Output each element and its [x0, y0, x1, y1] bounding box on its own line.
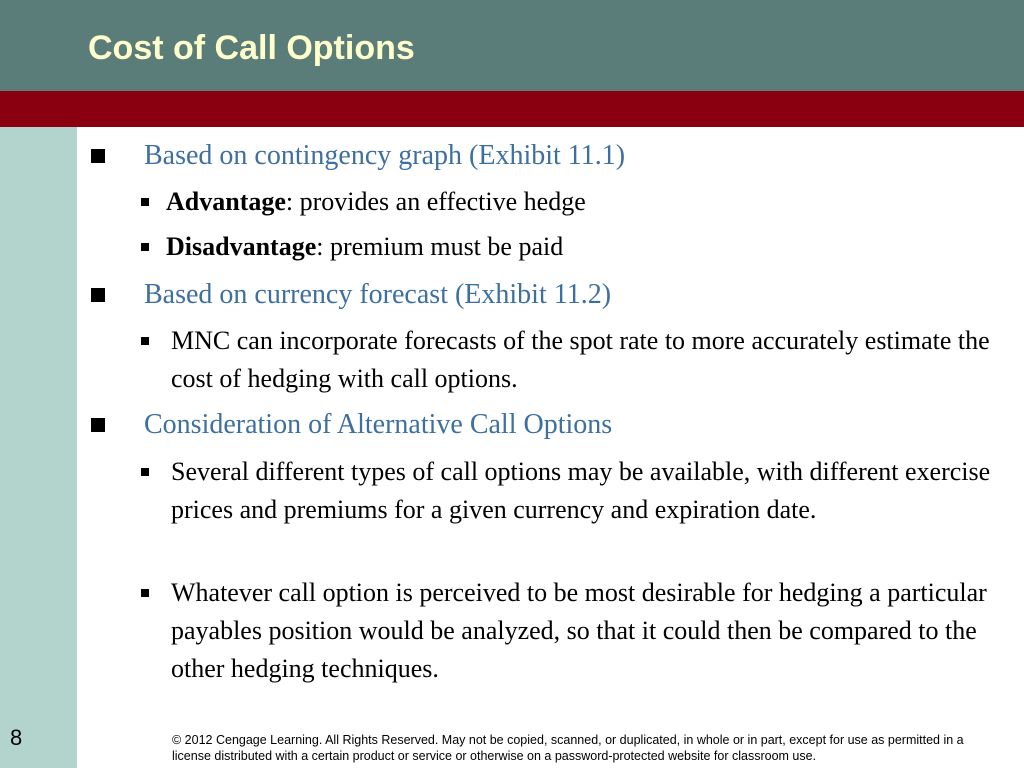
sub-bullet-forecast-detail: MNC can incorporate forecasts of the spot rate to more accurately estimate the cost of hedging with call options. — [171, 326, 990, 393]
disadvantage-text: : premium must be paid — [316, 232, 564, 261]
sub-bullet-option-types: Several different types of call options may be available, with different exercise prices and premiums for a given currency and expiration date. — [171, 457, 991, 524]
disadvantage-label: Disadvantage — [166, 232, 317, 261]
advantage-label: Advantage — [166, 187, 286, 216]
square-bullet-icon — [91, 418, 105, 432]
bullet-heading-alternative-options: Consideration of Alternative Call Options — [144, 409, 613, 440]
small-square-bullet-icon — [141, 589, 149, 597]
sub-bullet-advantage — [166, 183, 996, 221]
slide-title: Cost of Call Options — [88, 29, 415, 67]
slide-number: 8 — [10, 725, 23, 750]
sub-bullet-disadvantage — [166, 228, 996, 266]
bullet-heading-contingency-graph: Based on contingency graph (Exhibit 11.1) — [144, 140, 626, 171]
square-bullet-icon — [91, 288, 105, 302]
small-square-bullet-icon — [141, 337, 149, 345]
bullet-heading-currency-forecast: Based on currency forecast (Exhibit 11.2) — [144, 279, 612, 310]
small-square-bullet-icon — [141, 198, 149, 206]
small-square-bullet-icon — [141, 243, 149, 251]
advantage-text: : provides an effective hedge — [285, 187, 586, 216]
small-square-bullet-icon — [141, 468, 149, 476]
copyright-notice: © 2012 Cengage Learning. All Rights Reserved. May not be copied, scanned, or duplicated, in whole or in part, except for use as permitted in a license distributed with a certain product or service or otherwise on a password-protected website for classroom use. — [172, 733, 964, 763]
square-bullet-icon — [91, 149, 105, 163]
sub-bullet-option-analysis: Whatever call option is perceived to be most desirable for hedging a particular payables position would be analyzed, so that it could then be compared to the other hedging techniques. — [171, 578, 987, 683]
